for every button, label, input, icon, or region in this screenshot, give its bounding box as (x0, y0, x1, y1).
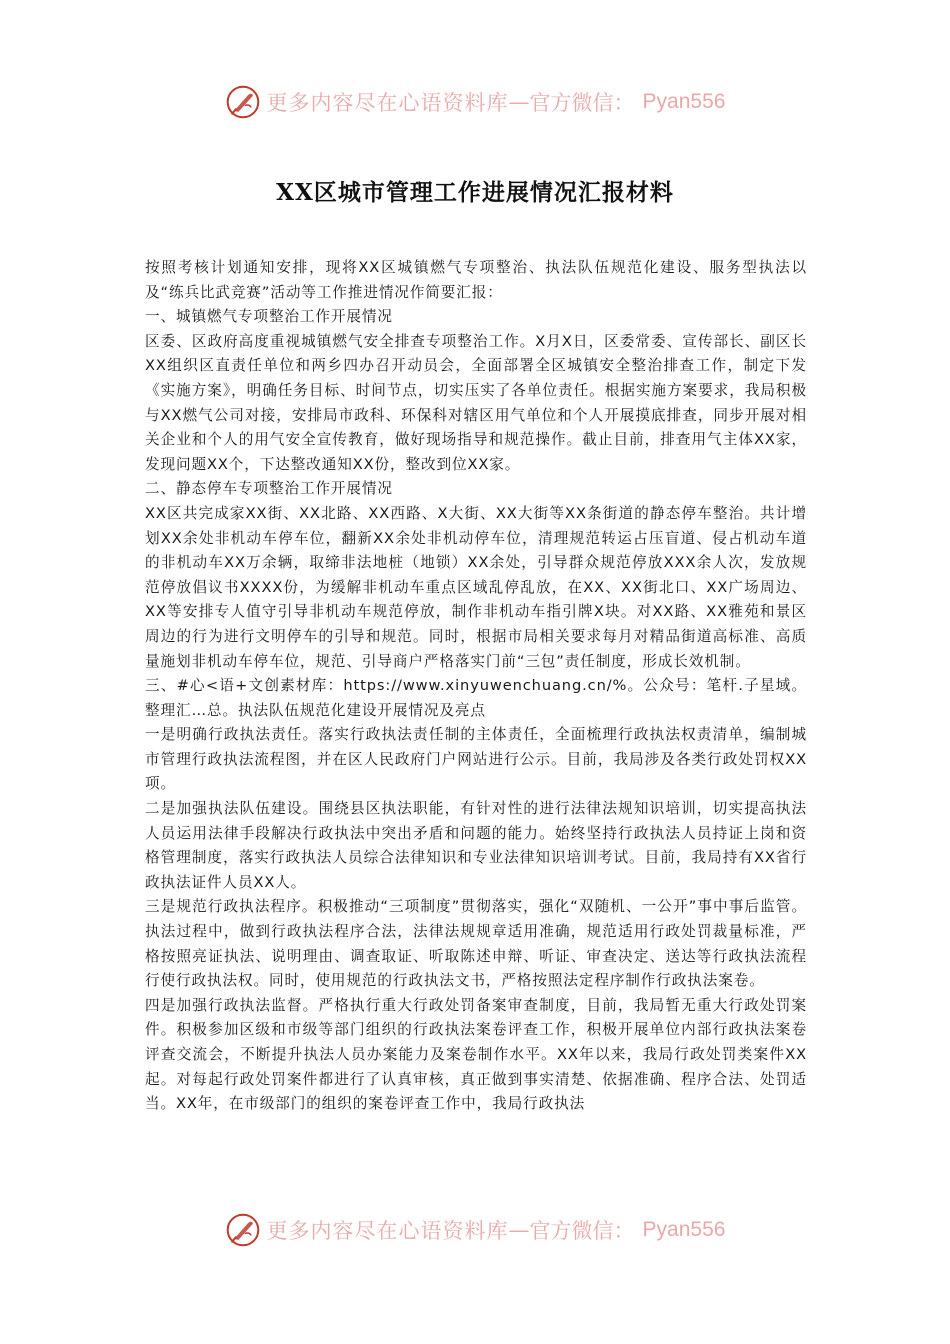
paragraph-team-building: 二是加强执法队伍建设。围绕县区执法职能，有针对性的进行法律法规知识培训，切实提高执法人员运用法律手段解决行政执法中突出矛盾和问题的能力。始终坚持行政执法人员持证上岗和资格管理制度，落实行政执法人员综合法律知识和专业法律知识培训考试。目前，我局持有XX省行政执法证件人员XX人。 (145, 800, 807, 891)
watermark-wechat-id: Pyan556 (642, 1218, 726, 1241)
quill-logo-icon (225, 1212, 261, 1248)
watermark-separator: — (508, 1218, 530, 1242)
watermark-banner-bottom (0, 1208, 950, 1252)
intro-paragraph: 按照考核计划通知安排，现将XX区城镇燃气专项整治、执法队伍规范化建设、服务型执法以及“练兵比武竞赛”活动等工作推进情况作简要汇报： (145, 259, 807, 301)
section-heading-parking: 二、静态停车专项整治工作开展情况 (145, 480, 393, 498)
paragraph-gas-work: 区委、区政府高度重视城镇燃气安全排查专项整治工作。X月X日，区委常委、宣传部长、副区长XX组织区直责任单位和两乡四办召开动员会，全面部署全区城镇安全整治排查工作，制定下发《实施方案》，明确任务目标、时间节点，切实压实了各单位责任。根据实施方案要求，我局积极与XX燃气公司对接，安排局市政科、环保科对辖区用气单位和个人开展摸底排查，同步开展对相关企业和个人的用气安全宣传教育，做好现场指导和规范操作。截止目前，排查用气主体XX家，发现问题XX个，下达整改通知XX份，整改到位XX家。 (145, 332, 807, 473)
paragraph-parking-work: XX区共完成家XX街、XX北路、XX西路、X大街、XX大街等XX条街道的静态停车整治。共计增划XX余处非机动车停车位，翻新XX余处非机动停车位，清理规范转运占压盲道、侵占机动车道的非机动车XX万余辆，取缔非法地桩（地锁）XX余处，引导群众规范停放XXX余人次，发放规范停放倡议书XXXX份，为缓解非机动车重点区域乱停乱放，在XX、XX街北口、XX广场周边、XX等安排专人值守引导非机动车规范停放，制作非机动车指引牌X块。对XX路、XX雅苑和景区周边的行为进行文明停车的引导和规范。同时，根据市局相关要求每月对精品街道高标准、高质量施划非机动车停车位，规范、引导商户严格落实门前“三包”责任制度，形成长效机制。 (145, 504, 807, 670)
watermark-label: 官方微信： (529, 1219, 635, 1243)
paragraph-responsibility: 一是明确行政执法责任。落实行政执法责任制的主体责任，全面梳理行政执法权责清单，编制城市管理行政执法流程图，并在区人民政府门户网站进行公示。目前，我局涉及各类行政处罚权XX项。 (145, 726, 807, 793)
section-heading-enforcement: 三、#心<语+文创素材库：https://www.xinyuwenchuang.cn/%。公众号：笔杆.子星域。整理汇…总。执法队伍规范化建设开展情况及亮点 (145, 677, 807, 719)
document-body (145, 256, 807, 1117)
document-title: XX区城市管理工作进展情况汇报材料 (276, 179, 674, 206)
watermark-banner-top (0, 80, 950, 124)
watermark-label: 官方微信： (529, 91, 635, 115)
watermark-text: 更多内容尽在心语资料库 (266, 1219, 509, 1243)
quill-logo-icon (225, 84, 261, 120)
paragraph-procedure: 三是规范行政执法程序。积极推动“三项制度”贯彻落实，强化“双随机、一公开”事中事后监管。执法过程中，做到行政执法程序合法，法律法规规章适用准确，规范适用行政处罚裁量标准，严格按照亮证执法、说明理由、调查取证、听取陈述申辩、听证、审查决定、送达等行政执法流程行使行政执法权。同时，使用规范的行政执法文书，严格按照法定程序制作行政执法案卷。 (145, 898, 807, 990)
paragraph-supervision: 四是加强行政执法监督。严格执行重大行政处罚备案审查制度，目前，我局暂无重大行政处罚案件。积极参加区级和市级等部门组织的行政执法案卷评查工作，积极开展单位内部行政执法案卷评查交流会，不断提升执法人员办案能力及案卷制作水平。XX年以来，我局行政处罚类案件XX起。对每起行政处罚案件都进行了认真审核，真正做到事实清楚、依据准确、程序合法、处罚适当。XX年，在市级部门的组织的案卷评查工作中，我局行政执法 (145, 996, 807, 1113)
section-heading-gas: 一、城镇燃气专项整治工作开展情况 (145, 308, 393, 326)
watermark-text: 更多内容尽在心语资料库 (266, 91, 509, 115)
watermark-separator: — (508, 90, 530, 114)
watermark-wechat-id: Pyan556 (642, 90, 726, 113)
